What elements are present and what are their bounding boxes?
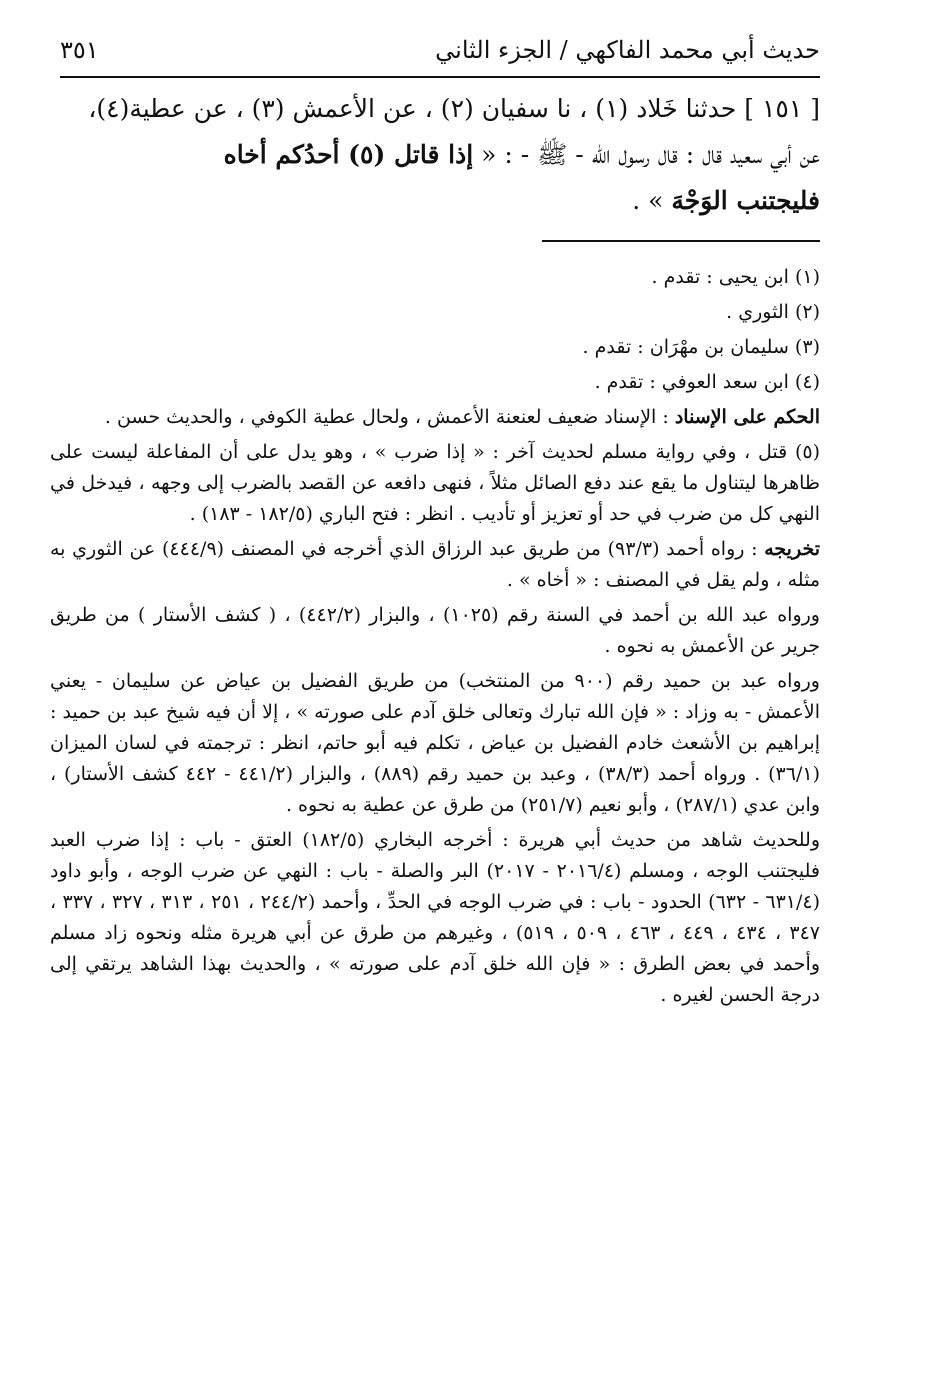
takhrij-text: : رواه أحمد (٩٣/٣) من طريق عبد الرزاق الذي أخرجه في المصنف (٤٤٤/٩) عن الثوري به مثله ، ولم يقل في المصنف : « أخاه » . (50, 538, 820, 591)
hadith-line-3 (50, 178, 820, 224)
running-title: حديث أبي محمد الفاكهي / الجزء الثاني (435, 36, 820, 64)
page-header (60, 32, 820, 72)
hadith-line-1: [ ١٥١ ] حدثنا خَلاد (١) ، نا سفيان (٢) ، عن الأعمش (٣) ، عن عطية(٤)، (88, 94, 820, 123)
takhrij-abd-bin-humaid: ورواه عبد بن حميد رقم (٩٠٠ من المنتخب) من طريق الفضيل بن عياض عن سليمان - يعني الأعمش - به وزاد : « فإن الله تبارك وتعالى خلق آدم على صورته » ، إلا أن فيه شيخ عبد بن حميد : إبراهيم بن الأشعث خادم الفضيل بن عياض ، تكلم فيه أبو حاتم، انظر : ترجمته في لسان الميزان (٣٦/١) . ورواه أحمد (٣٨/٣) ، وعبد بن حميد رقم (٨٨٩) ، والبزار (٤٤١/٢ - ٤٤٢ كشف الأستار) ، وابن عدي (٢٨٧/١) ، وأبو نعيم (٢٥١/٧) من طرق عن عطية به نحوه . (50, 670, 820, 816)
takhrij-shahid: وللحديث شاهد من حديث أبي هريرة : أخرجه البخاري (١٨٢/٥) العتق - باب : إذا ضرب العبد فليجتنب الوجه ، ومسلم (٢٠١٦/٤ - ٢٠١٧) البر والصلة - باب : النهي عن ضرب الوجه ، وأبو داود (٦٣١/٤ - ٦٣٢) الحدود - باب : في ضرب الوجه في الحدِّ ، وأحمد (٢٤٤/٢ ، ٢٥١ ، ٣١٣ ، ٣٢٧ ، ٣٣٧ ، ٣٤٧ ، ٤٣٤ ، ٤٤٩ ، ٤٦٣ ، ٥٠٩ ، ٥١٩) ، وغيرهم من طرق عن أبي هريرة مثله ونحوه زاد مسلم وأحمد في بعض الطرق : « فإن الله خلق آدم على صورته » ، والحديث بهذا الشاهد يرتقي إلى درجة الحسن لغيره . (50, 829, 821, 1006)
footnote-rule (542, 240, 820, 242)
hadith-isnad-end: عن أبي سعيد قال : قال رسول الله - ﷺ - : « (481, 140, 820, 169)
takhrij (50, 534, 820, 596)
takhrij-abdullah: ورواه عبد الله بن أحمد في السنة رقم (١٠٢٥) ، والبزار (٤٤٢/٢) ، ( كشف الأستار ) من طريق جرير عن الأعمش به نحوه . (50, 604, 820, 657)
header-rule (60, 76, 820, 78)
footnote-3: (٣) سليمان بن مهْرَان : تقدم . (582, 336, 820, 358)
isnad-ruling-label: الحكم على الإسناد (674, 406, 820, 428)
page-number: ٣٥١ (60, 36, 99, 64)
footnote-5: (٥) قتل ، وفي رواية مسلم لحديث آخر : « إذا ضرب » ، وهو يدل على أن المفاعلة ليست على ظاهرها ليتناول ما يقع عند دفع الصائل مثلاً ، فنهى دافعه عن القصد بالضرب إلى وجهه ، فيدخل في النهي كل من ضرب في حد أو تعزيز أو تأديب . انظر : فتح الباري (١٨٢/٥ - ١٨٣) . (50, 441, 820, 525)
footnote-1: (١) ابن يحيى : تقدم . (651, 266, 820, 288)
takhrij-label: تخريجه (764, 538, 820, 560)
hadith-matn-end: فليجتنب الوَجْهَ (671, 186, 820, 215)
footnote-2: (٢) الثوري . (726, 301, 820, 323)
footnote-4: (٤) ابن سعد العوفي : تقدم . (594, 371, 820, 393)
hadith-close: » . (632, 186, 664, 215)
footnotes (50, 262, 820, 1015)
isnad-ruling-text: : الإسناد ضعيف لعنعنة الأعمش ، ولحال عطية الكوفي ، والحديث حسن . (104, 406, 669, 428)
hadith-line-2 (50, 132, 820, 178)
hadith-text (50, 86, 820, 224)
isnad-ruling (50, 402, 820, 433)
hadith-matn-start: إذا قاتل (٥) أحدُكم أخاه (223, 140, 474, 169)
